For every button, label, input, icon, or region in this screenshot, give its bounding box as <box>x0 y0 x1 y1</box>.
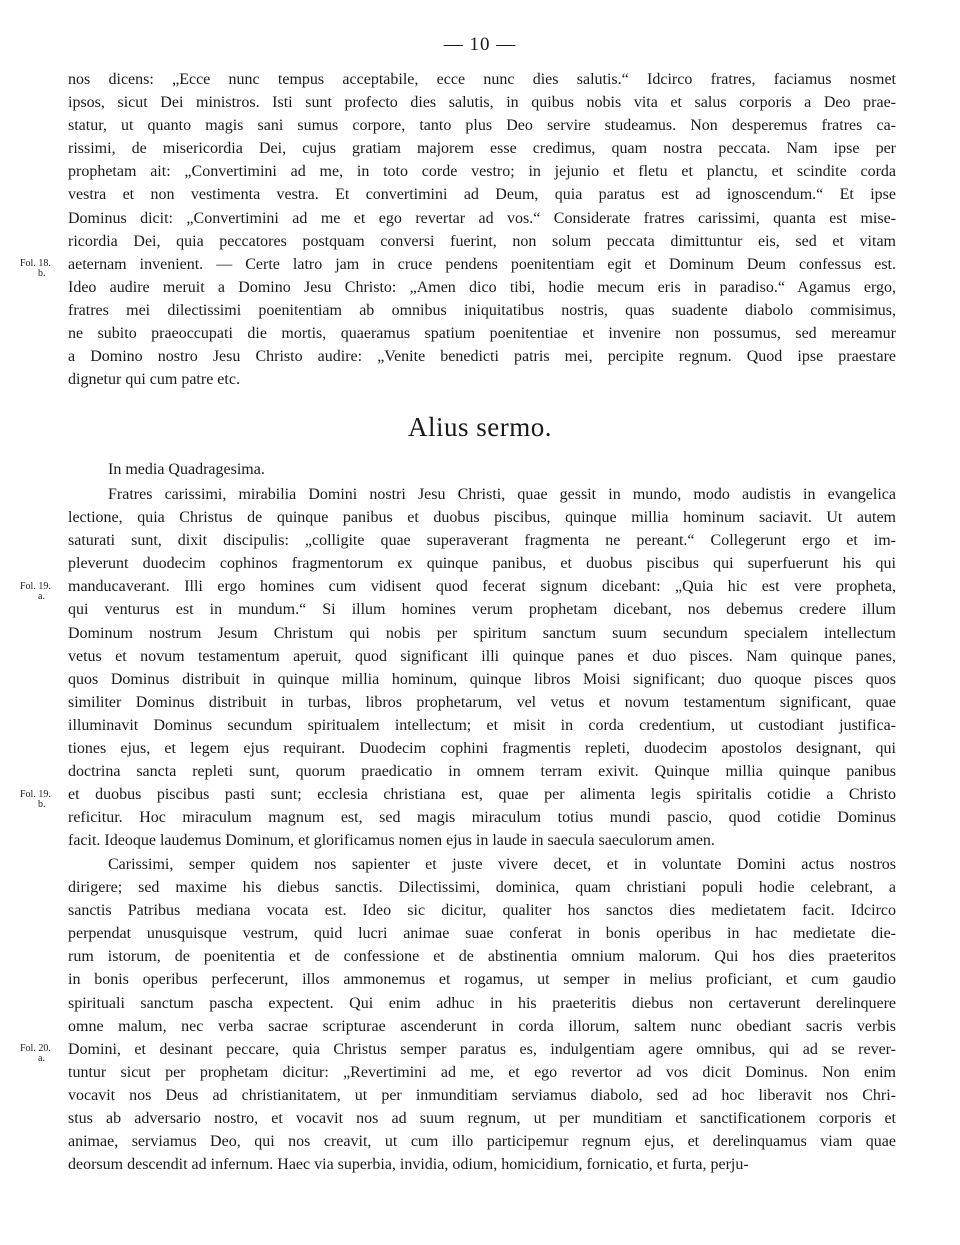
text-line: pleverunt duodecim cophinos fragmentorum ex quinque panibus, et duobus piscibus qui superfuerunt his qui <box>68 555 896 573</box>
text-line: ne subito praeoccupati die mortis, quaeramus spatium poenitentiae et invenire non possumus, sed mereamur <box>68 325 896 343</box>
text-line: rum istorum, de poenitentia et de confessione et de abstinentia omnium malorum. Qui hos dies praeteritos <box>68 948 896 966</box>
text-line: manducaverant. Illi ergo homines cum vidisent quod fecerat signum dicebant: „Quia hic est vere propheta, <box>68 578 896 596</box>
folio-number: Fol. 18. <box>20 258 51 269</box>
text-line: tiones ejus, et legem ejus requirant. Duodecim cophini fragmentis repleti, duodecim apostolos designant, qui <box>68 740 896 758</box>
section-heading: Alius sermo. <box>408 412 552 442</box>
text-line: doctrina sancta repleti sunt, quorum praedicatio in omnem terram exivit. Quinque millia quinque panibus <box>68 763 896 781</box>
text-line: dignetur qui cum patre etc. <box>68 371 240 389</box>
folio-number: Fol. 20. <box>20 1043 51 1054</box>
folio-side: a. <box>38 1053 45 1064</box>
text-line: aeternam invenient. — Certe latro jam in cruce pendens poenitentiam egit et Dominum Deum confessus est. <box>68 255 896 273</box>
text-line: perpendat unusquisque vestrum, quid lucri animae suae conferat in bonis operibus in hac medietate die- <box>68 925 896 943</box>
paragraph-block-1 <box>68 68 896 391</box>
text-line: tuntur sicut per prophetam dicitur: „Revertimini ad me, et ego revertor ad vos dicit Dominus. Non enim <box>68 1063 896 1081</box>
text-line: nos dicens: „Ecce nunc tempus acceptabile, ecce nunc dies salutis.“ Idcirco fratres, faciamus nosmet <box>68 71 896 88</box>
page-number: — 10 — <box>443 34 517 55</box>
section-subheading: In media Quadragesima. <box>108 461 265 478</box>
paragraph-block-2 <box>68 483 896 853</box>
text-line: qui venturus est in mundum.“ Si illum homines verum prophetam dicebant, nos debemus credere illum <box>68 601 896 619</box>
text-line: vetus et novum testamentum aperuit, quod significant illi quinque panes et duo pisces. Nam quinque panes, <box>68 647 896 665</box>
text-line: ricordia Dei, quia peccatores postquam conversi fuerint, non solum peccata dimittuntur eis, sed et vitam <box>68 232 896 250</box>
folio-number: Fol. 19. <box>20 581 51 592</box>
text-line: illuminavit Dominus secundum spiritualem intellectum; et misit in corda credentium, ut custodiant justifica- <box>68 716 896 734</box>
marginal-folio-note <box>20 1044 64 1064</box>
text-line: Fratres carissimi, mirabilia Domini nostri Jesu Christi, quae gessit in mundo, modo audistis in evangelica <box>108 486 896 503</box>
text-line: rissimi, de misericordia Dei, cujus gratiam majorem esse credimus, quam nostra peccata. Nam ipse per <box>68 140 896 158</box>
text-line: prophetam ait: „Convertimini ad me, in toto corde vestro; in jejunio et fletu et planctu, et scindite corda <box>68 163 896 181</box>
text-line: sanctis Patribus mediana vocata est. Ideo sic dicitur, qualiter hos sanctos dies medietatem facit. Idcirco <box>68 902 896 920</box>
text-line: stus ab adversario nostro, et vocavit nos ad suum regnum, ut per munditiam et sanctificationem corporis et <box>68 1110 896 1128</box>
text-line: Dominum nostrum Jesum Christum qui nobis per spiritum sanctum suum secundum specialem intellectum <box>68 624 896 642</box>
text-line: spirituali sanctum pascha expectent. Qui enim adhuc in his praeteritis diebus non certaverunt derelinquere <box>68 994 896 1012</box>
text-line: Domini, et desinant peccare, quia Christus semper paratus es, indulgentiam agere omnibus, qui ad se rever- <box>68 1040 896 1058</box>
folio-side: b. <box>38 268 46 279</box>
text-line: vestra et non vestimenta vestra. Et convertimini ad Deum, quia paratus est ad ignoscendum.“ Et ipse <box>68 186 896 204</box>
text-line: ipsos, sicut Dei ministros. Isti sunt profecto dies salutis, in quibus nobis vita et salus corporis a Deo prae- <box>68 94 896 112</box>
text-line: quos Dominus distribuit in quinque millia hominum, quinque libros Moisi significant; duo quoque pisces quos <box>68 670 896 688</box>
text-line: Ideo audire meruit a Domino Jesu Christo: „Amen dico tibi, hodie mecum eris in paradiso.“ Agamus ergo, <box>68 278 896 296</box>
folio-side: a. <box>38 591 45 602</box>
text-line: lectione, quia Christus de quinque panibus et duobus piscibus, quinque millia hominum saciavit. Ut autem <box>68 509 896 527</box>
text-line: Dominus dicit: „Convertimini ad me et ego revertar ad vos.“ Considerate fratres carissimi, quanta est mise- <box>68 209 896 227</box>
text-line: a Domino nostro Jesu Christo audire: „Venite benedicti patris mei, percipite regnum. Quod ipse praestare <box>68 348 896 366</box>
text-line: similiter Dominus distribuit in turbas, libros prophetarum, vel vetus et novum testamentum significant, quae <box>68 693 896 711</box>
text-line: omne malum, nec verba sacrae scripturae ascenderunt in corda illorum, saltem nunc obediant sacris verbis <box>68 1017 896 1035</box>
marginal-folio-note <box>20 582 64 602</box>
paragraph-block-3 <box>68 853 896 1176</box>
text-line: et duobus piscibus pasti sunt; ecclesia christiana est, quae per alimenta legis spiritalis cotidie a Christo <box>68 786 896 804</box>
folio-number: Fol. 19. <box>20 789 51 800</box>
text-line: facit. Ideoque laudemus Dominum, et glorificamus nomen ejus in laude in saecula saeculorum amen. <box>68 832 715 850</box>
text-line: saturati sunt, dixit discipulis: „colligite quae superaverant fragmenta ne pereant.“ Collegerunt ergo et im- <box>68 532 896 550</box>
text-line: dirigere; sed maxime his diebus sanctis. Dilectissimi, dominica, quam christiani populi hodie celebrant, a <box>68 879 896 897</box>
text-line: in bonis operibus perfecerunt, illos ammonemus et rogamus, ut semper in melius proficiant, et cum gaudio <box>68 971 896 989</box>
section-subheading-wrap <box>68 458 896 481</box>
text-line: reficitur. Hoc miraculum magnum est, sed magis miraculum totius mundi pascio, quod cotidie Dominus <box>68 809 896 827</box>
text-line: animae, serviamus Deo, qui nos creavit, ut cum illo participemur regnum ejus, et derelinquamus viam quae <box>68 1133 896 1151</box>
marginal-folio-note <box>20 259 64 279</box>
text-line: deorsum descendit ad infernum. Haec via superbia, invidia, odium, homicidium, fornicatio, et furta, perju- <box>68 1156 749 1174</box>
text-line: fratres mei dilectissimi poenitentiam ab omnibus iniquitatibus nostris, quas suadente diabolo commisimus, <box>68 301 896 319</box>
folio-side: b. <box>38 799 46 810</box>
text-line: statur, ut quanto magis sani sumus corpore, tanto plus Deo servire studeamus. Non desperemus fratres ca- <box>68 117 896 135</box>
text-line: Carissimi, semper quidem nos sapienter et juste vivere decet, et in voluntate Domini actus nostros <box>108 856 896 873</box>
marginal-folio-note <box>20 790 64 810</box>
text-line: vocavit nos Deus ad christianitatem, ut per inmunditiam serviamus diabolo, sed ad hoc liberavit nos Chri- <box>68 1086 896 1104</box>
